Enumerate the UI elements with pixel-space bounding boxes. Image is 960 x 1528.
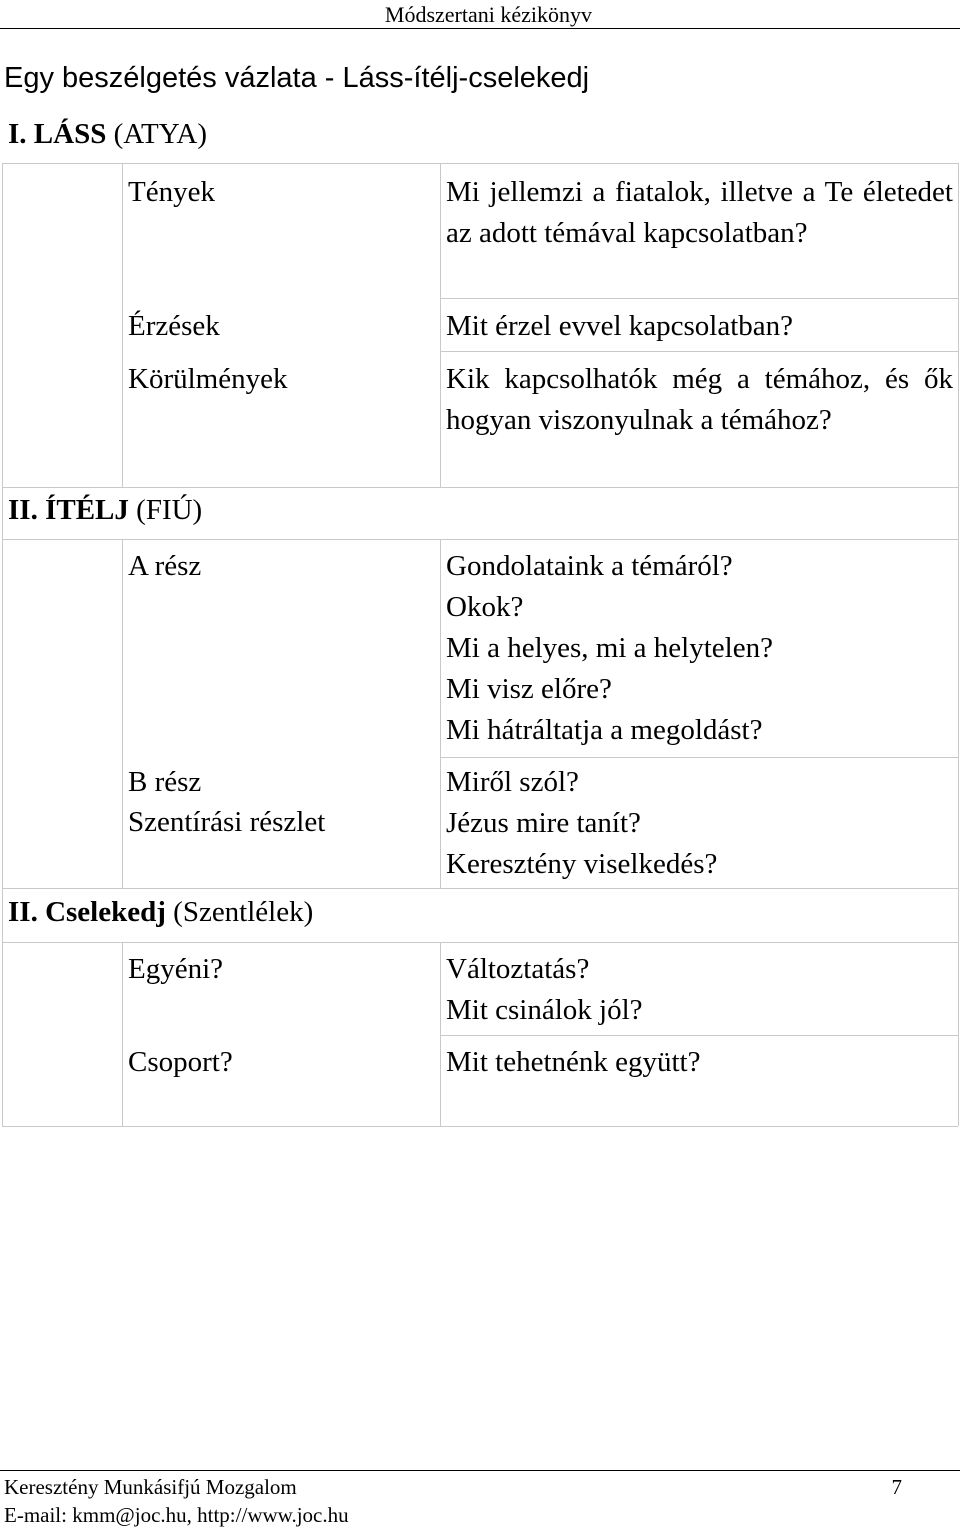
row-label-csoport [128, 1042, 233, 1082]
label-line: Érzések [128, 310, 220, 342]
section-number: I. [8, 118, 27, 150]
row-answer-korulmenyek: Kik kapcsolhatók még a témához, és ők hogyan viszonyulnak a témához? [446, 363, 953, 436]
label-line: Szentírási részlet [128, 806, 326, 838]
section-name: ÍTÉLJ [45, 494, 129, 526]
section-heading-cselekedj [8, 896, 313, 929]
page-number: 7 [891, 1475, 902, 1499]
label-line: Egyéni? [128, 953, 224, 985]
table-border-right [958, 163, 959, 1126]
answer-line: Mi hátráltatja a megoldást? [446, 714, 763, 746]
table-border-bottom [2, 1126, 958, 1127]
footer-organization: Keresztény Munkásifjú Mozgalom [4, 1475, 297, 1499]
row-label-tenyek [128, 172, 215, 212]
section-number: II. [8, 896, 38, 928]
section-person: (FIÚ) [136, 494, 203, 526]
row-answer-a-resz [446, 546, 773, 751]
row-divider [440, 1035, 958, 1036]
section-name: Cselekedj [45, 896, 166, 928]
label-line: Csoport? [128, 1046, 233, 1078]
answer-column-divider-3 [440, 942, 441, 1126]
answer-line: Mit csinálok jól? [446, 994, 643, 1026]
answer-line: Mit tehetnénk együtt? [446, 1046, 701, 1078]
label-column-divider-2 [122, 539, 123, 888]
label-line: Tények [128, 176, 215, 208]
footer-contact: E-mail: kmm@joc.hu, http://www.joc.hu [4, 1503, 349, 1527]
answer-line: Változtatás? [446, 953, 590, 985]
answer-column-divider-1 [440, 163, 441, 487]
row-divider [440, 757, 958, 758]
row-label-erzesek [128, 306, 220, 346]
row-divider [440, 351, 958, 352]
row-answer-tenyek: Mi jellemzi a fiatalok, illetve a Te életedet az adott témával kapcsolatban? [446, 176, 953, 249]
answer-column-divider-2 [440, 539, 441, 888]
row-label-a-resz [128, 546, 201, 586]
label-line: A rész [128, 550, 202, 582]
section-divider [2, 487, 958, 488]
running-title: Módszertani kézikönyv [384, 2, 592, 27]
answer-line: Okok? [446, 591, 524, 623]
row-divider [440, 298, 958, 299]
row-label-egyeni [128, 949, 223, 989]
label-column-divider-3 [122, 942, 123, 1126]
document-title: Egy beszélgetés vázlata - Láss-ítélj-cselekedj [4, 62, 590, 94]
row-answer-erzesek [446, 306, 793, 347]
section-divider [2, 942, 958, 943]
answer-line: Keresztény viselkedés? [446, 848, 718, 880]
row-label-b-resz [128, 762, 325, 842]
answer-line: Mi visz előre? [446, 673, 612, 705]
section-divider [2, 888, 958, 889]
answer-line: Miről szól? [446, 766, 579, 798]
answer-line: Mit érzel evvel kapcsolatban? [446, 310, 794, 342]
row-answer-csoport [446, 1042, 701, 1083]
label-line: Körülmények [128, 363, 288, 395]
table-border-top [2, 163, 958, 164]
row-answer-egyeni [446, 949, 643, 1031]
section-heading-lass [8, 118, 207, 151]
row-answer-b-resz [446, 762, 717, 885]
section-divider [2, 539, 958, 540]
section-person: (Szentlélek) [173, 896, 314, 928]
page-footer [0, 1470, 960, 1527]
answer-line: Gondolataink a témáról? [446, 550, 733, 582]
section-person: (ATYA) [113, 118, 208, 150]
label-line: B rész [128, 766, 202, 798]
section-heading-itelj [8, 494, 202, 527]
row-label-korulmenyek [128, 359, 287, 399]
section-number: II. [8, 494, 38, 526]
answer-line: Jézus mire tanít? [446, 807, 641, 839]
answer-line: Mi a helyes, mi a helytelen? [446, 632, 773, 664]
label-column-divider-1 [122, 163, 123, 487]
table-border-left [2, 163, 3, 1126]
section-name: LÁSS [33, 118, 107, 150]
running-header [0, 0, 960, 29]
